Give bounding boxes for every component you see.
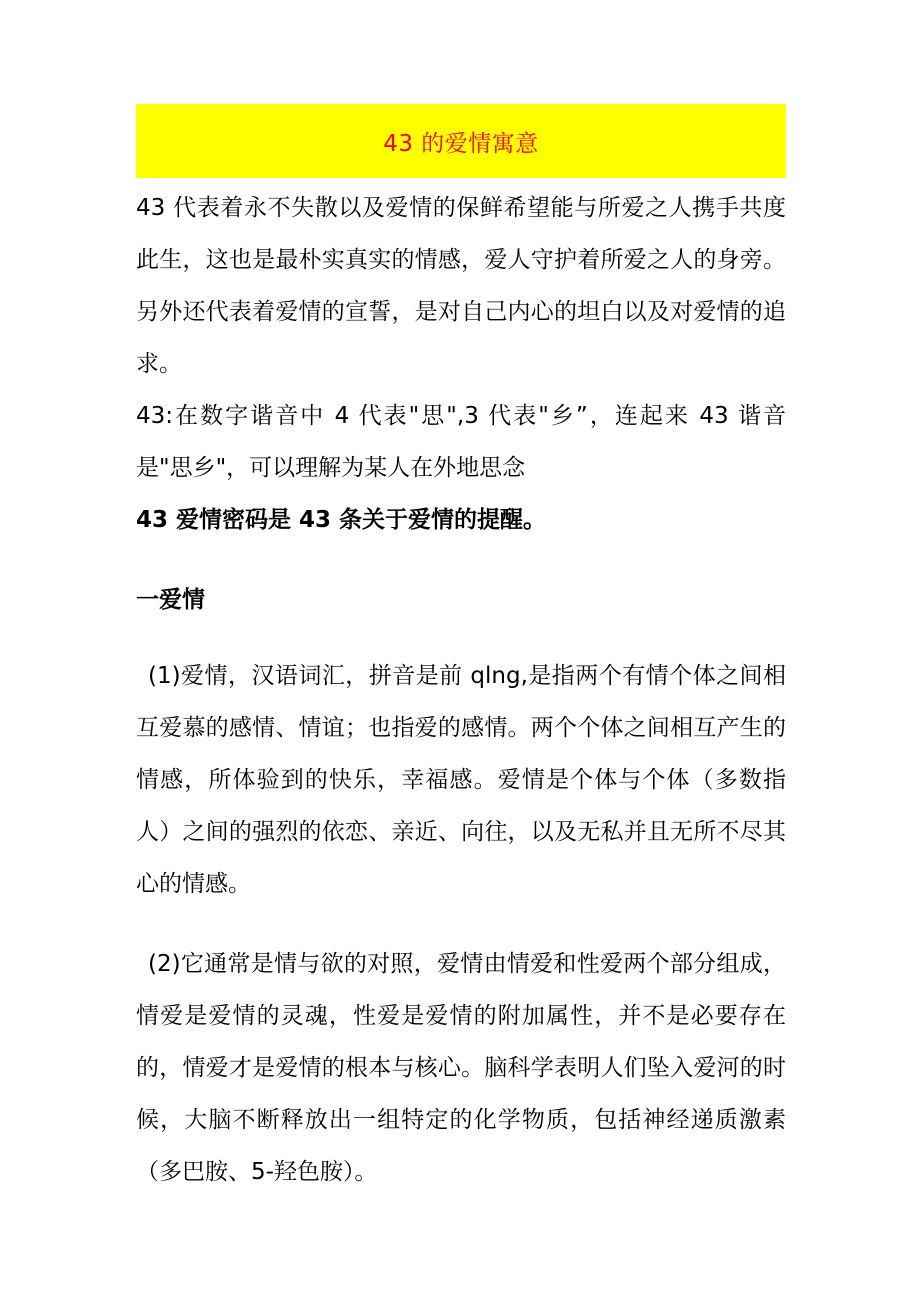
intro-paragraph: 43 代表着永不失散以及爱情的保鲜希望能与所爱之人携手共度此生，这也是最朴实真实的情感，爱人守护着所爱之人的身旁。另外还代表着爱情的宣誓，是对自己内心的坦白以及对爱情的追求。	[136, 195, 786, 377]
document-page	[136, 104, 786, 1198]
list-item-1: (1)爱情，汉语词汇，拼音是前 qlng,是指两个有情个体之间相互爱慕的感情、情谊；也指爱的感情。两个个体之间相互产生的情感，所体验到的快乐，幸福感。爱情是个体与个体（多数指人）之间的强烈的依恋、亲近、向往，以及无私并且无所不尽其心的情感。	[136, 663, 786, 897]
section-heading: 一爱情	[136, 587, 205, 613]
list-item-2: (2)它通常是情与欲的对照，爱情由情爱和性爱两个部分组成，情爱是爱情的灵魂，性爱是爱情的附加属性，并不是必要存在的，情爱才是爱情的根本与核心。脑科学表明人们坠入爱河的时候，大脑不断释放出一组特定的化学物质，包括神经递质激素（多巴胺、5-羟色胺）。	[136, 951, 786, 1185]
document-title: 43 的爱情寓意	[383, 130, 539, 157]
love-code-paragraph: 43 爱情密码是 43 条关于爱情的提醒。	[136, 507, 547, 533]
homophone-paragraph: 43:在数字谐音中 4 代表"思",3 代表"乡”，连起来 43 谐音是"思乡"，可以理解为某人在外地思念	[136, 403, 786, 481]
title-banner	[136, 104, 786, 178]
